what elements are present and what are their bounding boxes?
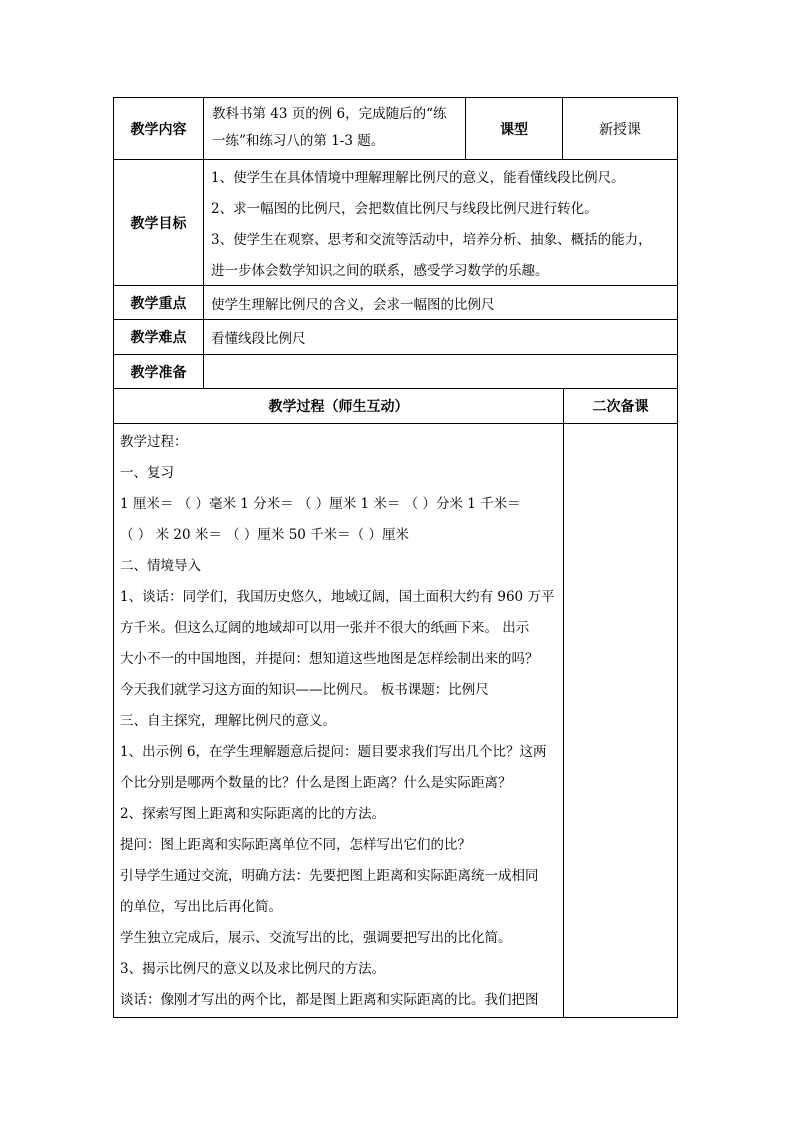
- process-line: 1、谈话：同学们，我国历史悠久，地域辽阔，国土面积大约有 960 万平: [120, 589, 555, 605]
- process-line: 二、情境导入: [120, 558, 201, 574]
- process-line: 2、探索写图上距离和实际距离的比的方法。: [120, 806, 386, 822]
- process-header: 教学过程（师生互动）: [114, 389, 564, 423]
- process-line: 教学过程：: [120, 434, 188, 450]
- prep-row: [114, 355, 677, 389]
- difficulty-label: 教学难点: [114, 320, 204, 354]
- goal-line: 1、使学生在具体情境中理解理解比例尺的意义，能看懂线段比例尺。: [211, 170, 625, 186]
- process-line: 大小不一的中国地图，并提问：想知道这些地图是怎样绘制出来的吗？: [120, 651, 539, 667]
- prep-label: 教学准备: [114, 355, 204, 388]
- goals-label: 教学目标: [114, 160, 204, 285]
- goal-line: 2、求一幅图的比例尺，会把数值比例尺与线段比例尺进行转化。: [211, 201, 598, 217]
- difficulty-text: 看懂线段比例尺: [211, 331, 306, 347]
- key-text: 使学生理解比例尺的含义，会求一幅图的比例尺: [211, 296, 495, 313]
- content-label: 教学内容: [114, 98, 204, 159]
- process-body: [114, 424, 564, 1017]
- lesson-plan-table: [113, 97, 678, 1018]
- process-line: 3、揭示比例尺的意义以及求比例尺的方法。: [120, 961, 386, 977]
- process-line: 方千米。但这么辽阔的地域却可以用一张并不很大的纸画下来。 出示: [120, 620, 530, 636]
- process-line: 谈话：像刚才写出的两个比，都是图上距离和实际距离的比。我们把图: [120, 992, 539, 1008]
- prep-text: [204, 355, 677, 388]
- process-line: 三、自主探究，理解比例尺的意义。: [120, 713, 336, 729]
- goals-row: [114, 160, 677, 286]
- goal-line: 进一步体会数学知识之间的联系，感受学习数学的乐趣。: [211, 263, 549, 279]
- type-label: 课型: [466, 98, 563, 159]
- content-text: 教科书第 43 页的例 6，完成随后的“练一练”和练习八的第 1-3 题。: [204, 98, 466, 159]
- process-line: 1、出示例 6，在学生理解题意后提问：题目要求我们写出几个比？这两: [120, 744, 547, 760]
- difficulty-row: [114, 320, 677, 355]
- process-body-row: [114, 424, 677, 1017]
- content-row: [114, 98, 677, 160]
- goal-line: 3、使学生在观察、思考和交流等活动中，培养分析、抽象、概括的能力，: [211, 232, 652, 248]
- process-line: 引导学生通过交流，明确方法：先要把图上距离和实际距离统一成相同: [120, 868, 539, 884]
- process-header-row: [114, 389, 677, 424]
- goals-cell: [204, 160, 677, 285]
- process-line: 的单位，写出比后再化简。: [120, 899, 282, 915]
- process-line: 学生独立完成后，展示、交流写出的比，强调要把写出的比化简。: [120, 930, 512, 946]
- process-line: 个比分别是哪两个数量的比？什么是图上距离？什么是实际距离？: [120, 775, 512, 791]
- process-line: （ ） 米 20 米＝ （ ）厘米 50 千米＝（ ）厘米: [120, 527, 409, 543]
- process-line: 提问：图上距离和实际距离单位不同，怎样写出它们的比？: [120, 837, 471, 853]
- process-line: 一、复习: [120, 465, 174, 481]
- key-row: [114, 286, 677, 320]
- key-label: 教学重点: [114, 286, 204, 319]
- process-line: 1 厘米＝ （ ）毫米 1 分米＝ （ ）厘米 1 米＝ （ ）分米 1 千米＝: [120, 496, 521, 512]
- second-prep-cell: [564, 424, 677, 1017]
- second-prep-header: 二次备课: [592, 399, 649, 415]
- type-value: 新授课: [599, 121, 641, 138]
- process-line: 今天我们就学习这方面的知识——比例尺。 板书课题：比例尺: [120, 682, 489, 698]
